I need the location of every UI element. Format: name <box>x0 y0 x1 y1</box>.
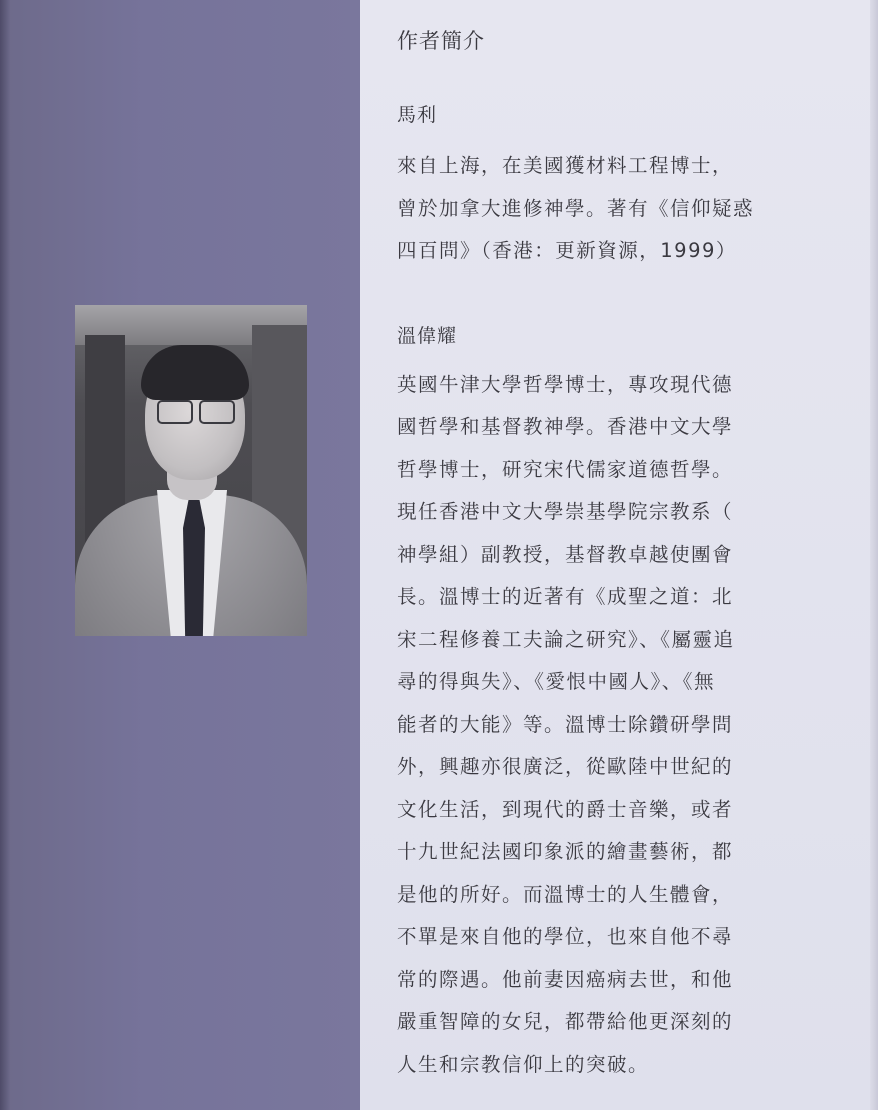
bio-line: 外，興趣亦很廣泛，從歐陸中世紀的 <box>397 755 734 778</box>
bio-line: 現任香港中文大學崇基學院宗教系（ <box>397 500 734 523</box>
left-edge-shadow <box>0 0 10 1110</box>
bio-line: 英國牛津大學哲學博士，專攻現代德 <box>397 372 734 396</box>
page-title: 作者簡介 <box>397 29 485 53</box>
bio-line: 不單是來自他的學位，也來自他不尋 <box>397 925 734 948</box>
bio-line: 嚴重智障的女兒，都帶給他更深刻的 <box>397 1010 734 1033</box>
bio-line: 能者的大能》等。溫博士除鑽研學問 <box>397 712 734 736</box>
bio-line: 哲學博士，研究宋代儒家道德哲學。 <box>397 457 734 481</box>
photo-hair <box>141 345 249 400</box>
bio-line: 尋的得與失》、《愛恨中國人》、《無 <box>397 670 716 693</box>
author-name-ma-li: 馬利 <box>397 104 438 126</box>
bio-line: 常的際遇。他前妻因癌病去世，和他 <box>397 967 734 991</box>
photo-glasses <box>157 400 235 422</box>
bio-line: 文化生活，到現代的爵士音樂，或者 <box>397 797 734 821</box>
bio-line: 十九世紀法國印象派的繪畫藝術，都 <box>397 840 734 863</box>
right-edge-shadow <box>870 0 878 1110</box>
bio-line: 國哲學和基督教神學。香港中文大學 <box>397 415 734 438</box>
bio-line: 四百問》（香港：更新資源，1999） <box>397 239 737 262</box>
author-intro-section <box>397 22 777 1086</box>
author-name-wan-wai-yiu: 溫偉耀 <box>397 324 458 347</box>
author-bio-ma-li <box>397 145 777 273</box>
left-color-panel <box>0 0 360 1110</box>
author-photo <box>75 305 307 636</box>
bio-line: 是他的所好。而溫博士的人生體會， <box>397 882 734 906</box>
bio-line: 曾於加拿大進修神學。著有《信仰疑惑 <box>397 196 755 220</box>
bio-line: 宋二程修養工夫論之研究》、《屬靈追 <box>397 627 735 651</box>
bio-line: 來自上海，在美國獲材料工程博士， <box>397 154 734 177</box>
bio-line: 長。溫博士的近著有《成聖之道：北 <box>397 585 734 608</box>
photo-tie <box>183 500 205 636</box>
bio-line: 人生和宗教信仰上的突破。 <box>397 1052 650 1076</box>
bio-line: 神學組）副教授，基督教卓越使團會 <box>397 542 734 566</box>
author-bio-wan-wai-yiu <box>397 364 777 1087</box>
